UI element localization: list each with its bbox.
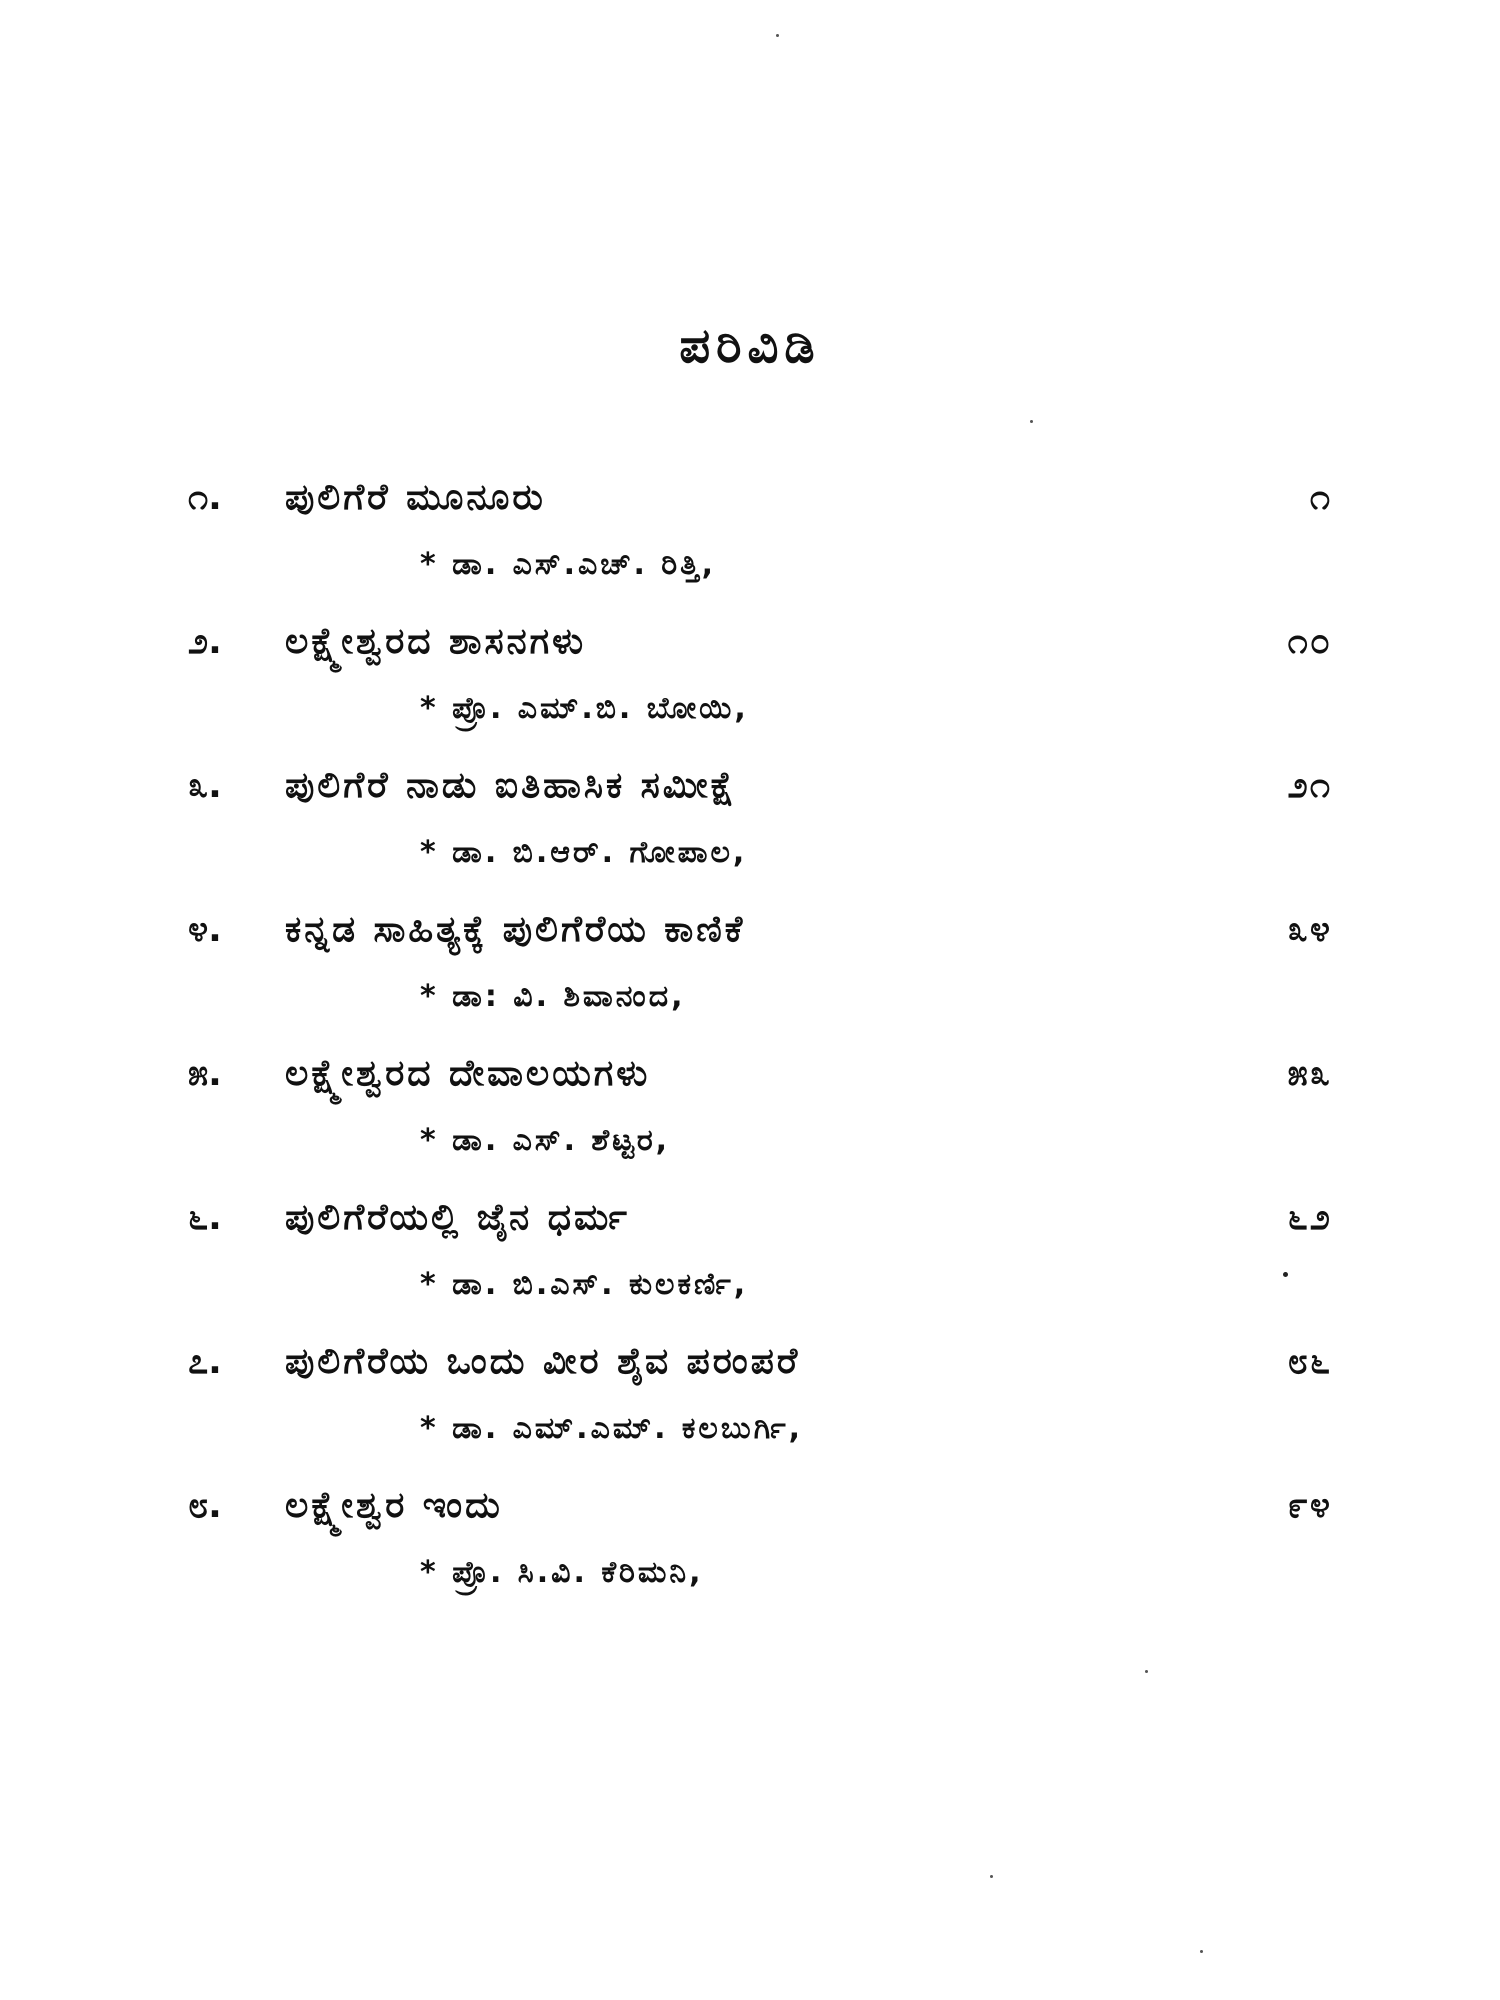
entry-title: ಪುಲಿಗೆರೆಯ ಒಂದು ವೀರ ಶೈವ ಪರಂಪರೆ — [285, 1341, 801, 1382]
entry-author: * ಡಾ. ಬಿ.ಆರ್. ಗೋಪಾಲ, — [420, 835, 748, 870]
toc-entry — [0, 612, 1500, 672]
entry-page: ೧ — [1309, 477, 1332, 518]
entry-page: ೨೧ — [1287, 765, 1332, 806]
toc-entry — [0, 468, 1500, 528]
toc-entry — [0, 1476, 1500, 1536]
entry-author: * ಡಾ. ಎಸ್. ಶೆಟ್ಟರ, — [420, 1123, 671, 1158]
toc-entry — [0, 756, 1500, 816]
entry-page: ೫೩ — [1287, 1053, 1332, 1094]
entry-title: ಲಕ್ಷ್ಮೇಶ್ವರ ಇಂದು — [285, 1485, 503, 1526]
entry-title: ಲಕ್ಷ್ಮೇಶ್ವರದ ದೇವಾಲಯಗಳು — [285, 1053, 651, 1094]
scan-speck — [1030, 420, 1033, 423]
entry-title: ಪುಲಿಗೆರೆಯಲ್ಲಿ ಜೈನ ಧರ್ಮ — [285, 1197, 630, 1238]
entry-author: * ಪ್ರೊ. ಎಮ್.ಬಿ. ಬೋಯಿ, — [420, 691, 749, 726]
entry-number: ೨. — [188, 621, 222, 662]
entry-number: ೪. — [188, 909, 222, 950]
entry-page: ೬೨ — [1287, 1197, 1332, 1238]
entry-author: * ಪ್ರೊ. ಸಿ.ವಿ. ಕೆರಿಮನಿ, — [420, 1555, 704, 1590]
entry-title: ಪುಲಿಗೆರೆ ನಾಡು ಐತಿಹಾಸಿಕ ಸಮೀಕ್ಷೆ — [285, 765, 737, 806]
entry-number: ೭. — [188, 1341, 222, 1382]
toc-entry — [0, 1332, 1500, 1392]
toc-entry — [0, 900, 1500, 960]
scan-speck — [990, 1875, 993, 1878]
toc-entry — [0, 1044, 1500, 1104]
entry-page: ೯೪ — [1287, 1485, 1332, 1526]
entry-page: ೮೬ — [1287, 1341, 1332, 1382]
scan-speck — [1145, 1670, 1148, 1673]
entry-title: ಪುಲಿಗೆರೆ ಮೂನೂರು — [285, 477, 546, 518]
entry-number: ೮. — [188, 1485, 222, 1526]
entry-page: ೩೪ — [1287, 909, 1332, 950]
entry-number: ೫. — [188, 1053, 222, 1094]
entry-number: ೩. — [188, 765, 222, 806]
entry-title: ಕನ್ನಡ ಸಾಹಿತ್ಯಕ್ಕೆ ಪುಲಿಗೆರೆಯ ಕಾಣಿಕೆ — [285, 909, 746, 950]
entry-author: * ಡಾ. ಎಸ್.ಎಚ್. ರಿತ್ತಿ, — [420, 547, 716, 582]
entry-number: ೬. — [188, 1197, 222, 1238]
scan-speck — [1200, 1950, 1203, 1953]
entry-title: ಲಕ್ಷ್ಮೇಶ್ವರದ ಶಾಸನಗಳು — [285, 621, 587, 662]
entry-page: ೧೦ — [1287, 621, 1332, 662]
scan-speck — [776, 34, 779, 37]
entry-author: * ಡಾ. ಬಿ.ಎಸ್. ಕುಲಕರ್ಣಿ, — [420, 1267, 749, 1302]
page-title: ಪರಿವಿಡಿ — [679, 318, 821, 374]
entry-number: ೧. — [188, 477, 222, 518]
toc-entry — [0, 1188, 1500, 1248]
entry-author: * ಡಾ. ಎಮ್.ಎಮ್. ಕಲಬುರ್ಗಿ, — [420, 1411, 804, 1446]
scan-speck — [1283, 1272, 1288, 1277]
entry-author: * ಡಾ: ವಿ. ಶಿವಾನಂದ, — [420, 979, 686, 1014]
